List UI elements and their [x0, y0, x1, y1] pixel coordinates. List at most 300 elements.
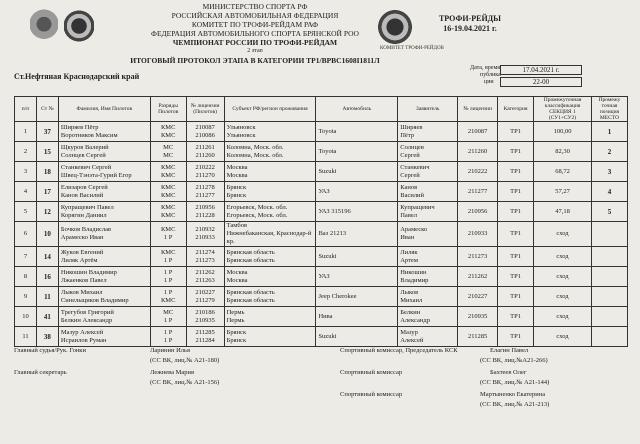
- cell-text: 10: [43, 230, 51, 238]
- cell-applicant: [398, 162, 458, 182]
- cell-text: сход: [556, 312, 569, 320]
- cell-text: 210222: [195, 163, 215, 171]
- time-value: 22-00: [500, 77, 582, 87]
- date-label: Дата, время: [470, 65, 501, 71]
- cell-car: [316, 122, 398, 142]
- publication-label: публика: [480, 72, 501, 78]
- table-row: [15, 122, 628, 142]
- cell-text: 1 Р: [163, 316, 173, 324]
- table-row: [15, 162, 628, 182]
- cell-text: 5: [23, 207, 28, 215]
- cell-text: Михаил: [400, 296, 423, 304]
- cell-text: 1 Р: [163, 256, 173, 264]
- cell-category: [498, 202, 534, 222]
- cell-pp: [15, 142, 37, 162]
- cell-category: [498, 162, 534, 182]
- cell-text: КМС: [160, 183, 176, 191]
- cell-text: 11: [22, 332, 29, 340]
- cell-text: 1 Р: [163, 276, 173, 284]
- cell-text: Москва: [226, 163, 248, 171]
- cell-text: 1 Р: [163, 234, 173, 241]
- cell-pp: [15, 267, 37, 287]
- cell-region: [224, 307, 316, 327]
- cell-text: сход: [556, 272, 569, 280]
- cell-text: 4: [23, 187, 28, 195]
- cell-text: 15: [43, 147, 51, 156]
- cell-category: [498, 122, 534, 142]
- cell-text: Никошин: [400, 268, 427, 276]
- protocol-title: ИТОГОВЫЙ ПРОТОКОЛ ЭТАПА В КАТЕГОРИИ ТР1/ВРВС1608І1811Л: [130, 56, 380, 65]
- cell-text: Бочков Владислав: [60, 226, 112, 233]
- cell-text: ТР1: [510, 312, 521, 320]
- cell-text: ТР1: [510, 272, 521, 280]
- cell-licenses: [186, 267, 224, 287]
- cell-text: Щкуров Валерий: [60, 143, 109, 151]
- cell-text: 6: [23, 230, 28, 237]
- col-header: п/п: [15, 97, 37, 122]
- cell-car: [316, 202, 398, 222]
- cell-text: Егорьевск, Моск. обл.: [226, 211, 288, 219]
- cell-text: 7: [23, 252, 28, 260]
- cell-text: ТР1: [510, 187, 521, 195]
- cell-text: 210087: [195, 123, 215, 131]
- cell-text: 211285: [467, 332, 488, 340]
- judge-license: (СС ВК, лиц.№ А21-180): [150, 357, 220, 364]
- cell-pp: [15, 287, 37, 307]
- cell-text: Канов Василий: [60, 191, 104, 199]
- cell-pp: [15, 162, 37, 182]
- cell-text: Нива: [318, 312, 333, 320]
- cell-text: Алексей: [400, 336, 424, 344]
- table-row: [15, 182, 628, 202]
- cell-text: Станкевич Сергей: [60, 163, 112, 171]
- cell-text: 1 Р: [163, 336, 173, 344]
- cell-text: 41: [43, 312, 51, 321]
- cell-text: Тамбов: [226, 222, 248, 229]
- cell-text: 211262: [467, 272, 488, 280]
- cell-text: 8: [23, 272, 28, 280]
- col-header: Заявитель: [398, 97, 458, 122]
- cell-ranks: [150, 307, 186, 327]
- cell-licenses: [186, 142, 224, 162]
- cell-licenses: [186, 247, 224, 267]
- cell-text: ТР1: [510, 207, 521, 215]
- cell-applicant-license: [458, 222, 498, 247]
- cell-text: Швец-Тэнэта-Гурий Егор: [60, 171, 132, 179]
- cell-ranks: [150, 202, 186, 222]
- cell-pilots: [58, 162, 150, 182]
- cell-text: Сергей: [400, 151, 420, 159]
- cell-text: Воротников Максим: [60, 131, 118, 139]
- cell-pp: [15, 222, 37, 247]
- cell-text: 4: [607, 187, 612, 196]
- cell-text: МС: [163, 143, 174, 151]
- cell-text: 82,30: [555, 147, 570, 155]
- cell-text: 5: [607, 207, 612, 216]
- cell-text: Пётр: [400, 131, 414, 139]
- cell-text: 211279: [195, 296, 215, 304]
- cell-text: Арамеско Иван: [60, 234, 104, 241]
- cell-text: КМС: [160, 296, 176, 304]
- cell-text: Брянская область: [226, 248, 275, 256]
- cell-car: [316, 267, 398, 287]
- table-row: [15, 307, 628, 327]
- cell-text: 1 Р: [163, 268, 173, 276]
- cell-pilots: [58, 307, 150, 327]
- cell-result: [534, 162, 592, 182]
- cell-place: [591, 182, 627, 202]
- cell-text: 211260: [467, 147, 488, 155]
- cell-start-number: [36, 327, 58, 347]
- cell-text: Ваз 21213: [318, 230, 347, 237]
- cell-region: [224, 182, 316, 202]
- cell-text: 211274: [195, 248, 215, 256]
- cell-result: [534, 327, 592, 347]
- cell-category: [498, 222, 534, 247]
- cell-text: КМС: [160, 163, 176, 171]
- committee-caption: КОМИТЕТ ТРОФИ-РЕЙДОВ: [380, 46, 444, 51]
- judge-label: Главный судья/Рук. Гонки: [14, 347, 86, 354]
- cell-region: [224, 327, 316, 347]
- cell-place: [591, 202, 627, 222]
- table-row: [15, 327, 628, 347]
- cell-pilots: [58, 247, 150, 267]
- cell-text: КМС: [160, 248, 176, 256]
- cell-applicant: [398, 247, 458, 267]
- cell-licenses: [186, 287, 224, 307]
- cell-text: 1 Р: [163, 328, 173, 336]
- cell-text: 210956: [195, 203, 215, 211]
- cell-text: 211277: [195, 191, 215, 199]
- cell-text: 2: [607, 147, 612, 156]
- cell-text: Мазур Алексей: [60, 328, 104, 336]
- cell-pilots: [58, 202, 150, 222]
- cell-start-number: [36, 267, 58, 287]
- cell-text: Suzuki: [318, 167, 337, 175]
- cell-text: Мазур: [400, 328, 418, 336]
- cell-text: 1: [23, 127, 28, 135]
- cell-text: Suzuki: [318, 252, 337, 260]
- cell-text: МС: [163, 308, 174, 316]
- cell-text: Брянская область: [226, 288, 275, 296]
- cell-text: 211278: [195, 183, 215, 191]
- cell-text: Елизаров Сергей: [60, 183, 108, 191]
- cell-licenses: [186, 182, 224, 202]
- cell-text: Москва: [226, 171, 248, 179]
- commissioner-1-label: Спортивный комиссар, Председатель КСК: [340, 347, 458, 354]
- cell-category: [498, 307, 534, 327]
- cell-text: Жуков Евгений: [60, 248, 104, 256]
- cell-ranks: [150, 327, 186, 347]
- cell-text: 211262: [195, 268, 215, 276]
- cell-text: УАЗ: [318, 272, 330, 280]
- cell-region: [224, 202, 316, 222]
- cell-text: Павел: [400, 211, 417, 219]
- cell-text: Купращевич Павел: [60, 203, 114, 211]
- cell-applicant-license: [458, 182, 498, 202]
- cell-text: Белкин: [400, 308, 421, 316]
- cell-text: Нижнебаканская, Краснодар-й кр.: [226, 230, 312, 245]
- cell-text: 211270: [195, 171, 215, 179]
- cell-applicant: [398, 222, 458, 247]
- cell-text: КМС: [160, 131, 176, 139]
- cell-text: 211260: [195, 151, 215, 159]
- cell-text: Станкевич: [400, 163, 430, 171]
- cell-text: 16: [43, 272, 51, 281]
- cell-text: 211273: [195, 256, 215, 264]
- commissioner-2-name: Бахтеев Олег: [490, 369, 527, 376]
- cell-text: КМС: [160, 211, 176, 219]
- cell-text: Сергей: [400, 171, 420, 179]
- cell-text: 210086: [195, 131, 215, 139]
- cell-text: Иван: [400, 234, 415, 241]
- cell-place: [591, 222, 627, 247]
- secretary-label: Главный секретарь: [14, 369, 67, 376]
- cell-place: [591, 142, 627, 162]
- cell-start-number: [36, 142, 58, 162]
- cell-pilots: [58, 142, 150, 162]
- table-row: [15, 142, 628, 162]
- cell-text: 100,00: [553, 127, 572, 135]
- location: Ст.Нефтяная Краснодарский край: [14, 72, 140, 81]
- col-header: Фамилия, Имя Пилотов: [58, 97, 150, 122]
- cell-region: [224, 142, 316, 162]
- cell-place: [591, 327, 627, 347]
- cell-pilots: [58, 267, 150, 287]
- cell-applicant-license: [458, 287, 498, 307]
- cell-ranks: [150, 267, 186, 287]
- commissioner-1-license: (СС ВК, лиц.№А21-266): [480, 357, 548, 364]
- cell-region: [224, 122, 316, 142]
- cell-text: КМС: [160, 123, 176, 131]
- cell-text: 210956: [467, 207, 488, 215]
- cell-text: КМС: [160, 191, 176, 199]
- commissioner-2-label: Спортивный комиссар: [340, 369, 403, 376]
- cell-text: Александр: [400, 316, 430, 324]
- cell-text: 37: [43, 127, 51, 136]
- cell-text: Toyota: [318, 127, 337, 135]
- cell-text: 14: [43, 252, 51, 261]
- cell-pp: [15, 122, 37, 142]
- cell-car: [316, 142, 398, 162]
- cell-car: [316, 327, 398, 347]
- cell-category: [498, 267, 534, 287]
- cell-text: 38: [43, 332, 51, 341]
- header-line: 2 этап: [247, 48, 263, 54]
- cell-result: [534, 247, 592, 267]
- cell-pilots: [58, 327, 150, 347]
- cell-text: ТР1: [510, 252, 521, 260]
- cell-text: Канов: [400, 183, 418, 191]
- cell-text: ТР1: [510, 230, 521, 237]
- cell-start-number: [36, 162, 58, 182]
- col-header: Автомобиль: [316, 97, 398, 122]
- cell-text: Брянская область: [226, 256, 275, 264]
- cell-category: [498, 327, 534, 347]
- cell-start-number: [36, 287, 58, 307]
- cell-pilots: [58, 122, 150, 142]
- cell-licenses: [186, 327, 224, 347]
- cell-start-number: [36, 122, 58, 142]
- cell-text: сход: [556, 332, 569, 340]
- cell-ranks: [150, 162, 186, 182]
- judge-name: Ларинин Илья: [150, 347, 190, 354]
- cell-pp: [15, 307, 37, 327]
- col-header: Категория: [498, 97, 534, 122]
- cell-text: Купращевич: [400, 203, 435, 211]
- cell-car: [316, 307, 398, 327]
- cell-category: [498, 247, 534, 267]
- cell-text: Брянская область: [226, 296, 275, 304]
- cell-text: 17: [43, 187, 51, 196]
- table-row: [15, 287, 628, 307]
- cell-text: 12: [43, 207, 51, 216]
- cell-text: сход: [556, 252, 569, 260]
- cell-applicant: [398, 307, 458, 327]
- cell-text: Ширяев: [400, 123, 423, 131]
- cell-text: КМС: [160, 171, 176, 179]
- cell-text: Брянск: [226, 328, 247, 336]
- event-name: ТРОФИ-РЕЙДЫ: [438, 14, 502, 23]
- secretary-name: Лежнева Мария: [150, 369, 194, 376]
- cell-text: 211261: [195, 143, 215, 151]
- col-header: Ст №: [36, 97, 58, 122]
- cell-text: 10: [22, 312, 29, 320]
- event-block: [420, 14, 520, 34]
- col-header: № лицензии: [458, 97, 498, 122]
- cell-text: 68,72: [555, 167, 570, 175]
- cell-licenses: [186, 162, 224, 182]
- results-table: [14, 96, 628, 347]
- cell-text: Брянск: [226, 191, 247, 199]
- cell-text: 210932: [195, 226, 215, 233]
- date-value: 17.04.2021 г.: [500, 65, 582, 75]
- header-line: МИНИСТЕРСТВО СПОРТА РФ: [202, 2, 308, 11]
- header-line: КОМИТЕТ ПО ТРОФИ-РЕЙДАМ РАФ: [191, 20, 319, 29]
- cell-applicant: [398, 202, 458, 222]
- cell-text: 211228: [195, 211, 215, 219]
- cell-licenses: [186, 202, 224, 222]
- cell-text: МС: [163, 151, 174, 159]
- cell-pilots: [58, 182, 150, 202]
- cell-start-number: [36, 182, 58, 202]
- cell-text: КМС: [160, 226, 176, 233]
- cell-result: [534, 202, 592, 222]
- cell-text: Коломна, Моск. обл.: [226, 143, 284, 151]
- cell-text: 210227: [195, 288, 215, 296]
- cell-text: 210933: [195, 234, 215, 241]
- cell-pp: [15, 247, 37, 267]
- table-body: [15, 122, 628, 347]
- commissioner-3-name: Мартыненко Екатерина: [480, 391, 546, 398]
- cell-applicant: [398, 182, 458, 202]
- header-line: РОССИЙСКАЯ АВТОМОБИЛЬНАЯ ФЕДЕРАЦИЯ: [171, 11, 339, 20]
- cell-applicant: [398, 142, 458, 162]
- cell-text: 1 Р: [163, 288, 173, 296]
- cell-text: Трегубов Григорий: [60, 308, 114, 316]
- cell-text: Егорьевск, Моск. обл.: [226, 203, 288, 211]
- cell-applicant-license: [458, 122, 498, 142]
- cell-licenses: [186, 307, 224, 327]
- cell-category: [498, 287, 534, 307]
- cell-text: Корягин Даниил: [60, 211, 107, 219]
- cell-text: 9: [23, 292, 28, 300]
- secretary-license: (СС ВК, лиц.№ А21-156): [150, 379, 220, 386]
- cell-region: [224, 247, 316, 267]
- cell-text: Лиляк: [400, 248, 418, 256]
- cell-text: КМС: [160, 203, 176, 211]
- cell-region: [224, 162, 316, 182]
- cell-text: Солнцев Сергей: [60, 151, 106, 159]
- cell-result: [534, 222, 592, 247]
- cell-text: Коломна, Моск. обл.: [226, 151, 284, 159]
- cell-result: [534, 267, 592, 287]
- cell-pp: [15, 202, 37, 222]
- cell-pp: [15, 182, 37, 202]
- cell-text: 210935: [195, 316, 215, 324]
- cell-text: 210222: [467, 167, 488, 175]
- cell-text: УАЗ: [318, 187, 330, 195]
- cell-text: Артем: [400, 256, 418, 264]
- cell-pilots: [58, 287, 150, 307]
- cell-text: Лиляк Артём: [60, 256, 98, 264]
- cell-text: ТР1: [510, 292, 521, 300]
- col-header: Субъект РФ/регион проживания: [224, 97, 316, 122]
- cell-car: [316, 182, 398, 202]
- cell-place: [591, 162, 627, 182]
- commissioner-2-license: (СС ВК, лиц.№ А21-144): [480, 379, 550, 386]
- cell-applicant-license: [458, 142, 498, 162]
- cell-text: Пермь: [226, 308, 245, 316]
- col-header: № лицензии (Пилотов): [186, 97, 224, 122]
- cell-text: 3: [23, 167, 28, 175]
- cell-place: [591, 247, 627, 267]
- cell-region: [224, 222, 316, 247]
- cell-licenses: [186, 122, 224, 142]
- table-header-row: [15, 97, 628, 122]
- cell-place: [591, 122, 627, 142]
- cell-text: ТР1: [510, 332, 521, 340]
- cell-text: 210186: [195, 308, 215, 316]
- cell-text: Jeep Cherokee: [318, 292, 357, 300]
- cell-text: 11: [44, 292, 51, 301]
- cell-pp: [15, 327, 37, 347]
- table-row: [15, 202, 628, 222]
- cell-start-number: [36, 222, 58, 247]
- cell-place: [591, 307, 627, 327]
- cell-text: Ульяновск: [226, 123, 256, 131]
- raf-logo-icon: [64, 10, 94, 42]
- cell-text: 57,27: [555, 187, 570, 195]
- cell-region: [224, 287, 316, 307]
- header-line: ЧЕМПИОНАТ РОССИИ ПО ТРОФИ-РЕЙДАМ: [172, 38, 338, 47]
- cell-text: 18: [43, 167, 51, 176]
- cell-applicant: [398, 267, 458, 287]
- cell-ranks: [150, 142, 186, 162]
- cell-text: 211263: [195, 276, 215, 284]
- cell-place: [591, 267, 627, 287]
- cell-text: Белкин Александр: [60, 316, 113, 324]
- cell-car: [316, 162, 398, 182]
- cell-text: УАЗ 315196: [318, 207, 351, 215]
- cell-text: Синельщиков Владимир: [60, 296, 129, 304]
- cell-text: 211285: [195, 328, 215, 336]
- table-row: [15, 267, 628, 287]
- cell-text: Солнцев: [400, 143, 424, 151]
- cell-text: ТР1: [510, 167, 521, 175]
- cell-text: Василий: [400, 191, 425, 199]
- cell-ranks: [150, 122, 186, 142]
